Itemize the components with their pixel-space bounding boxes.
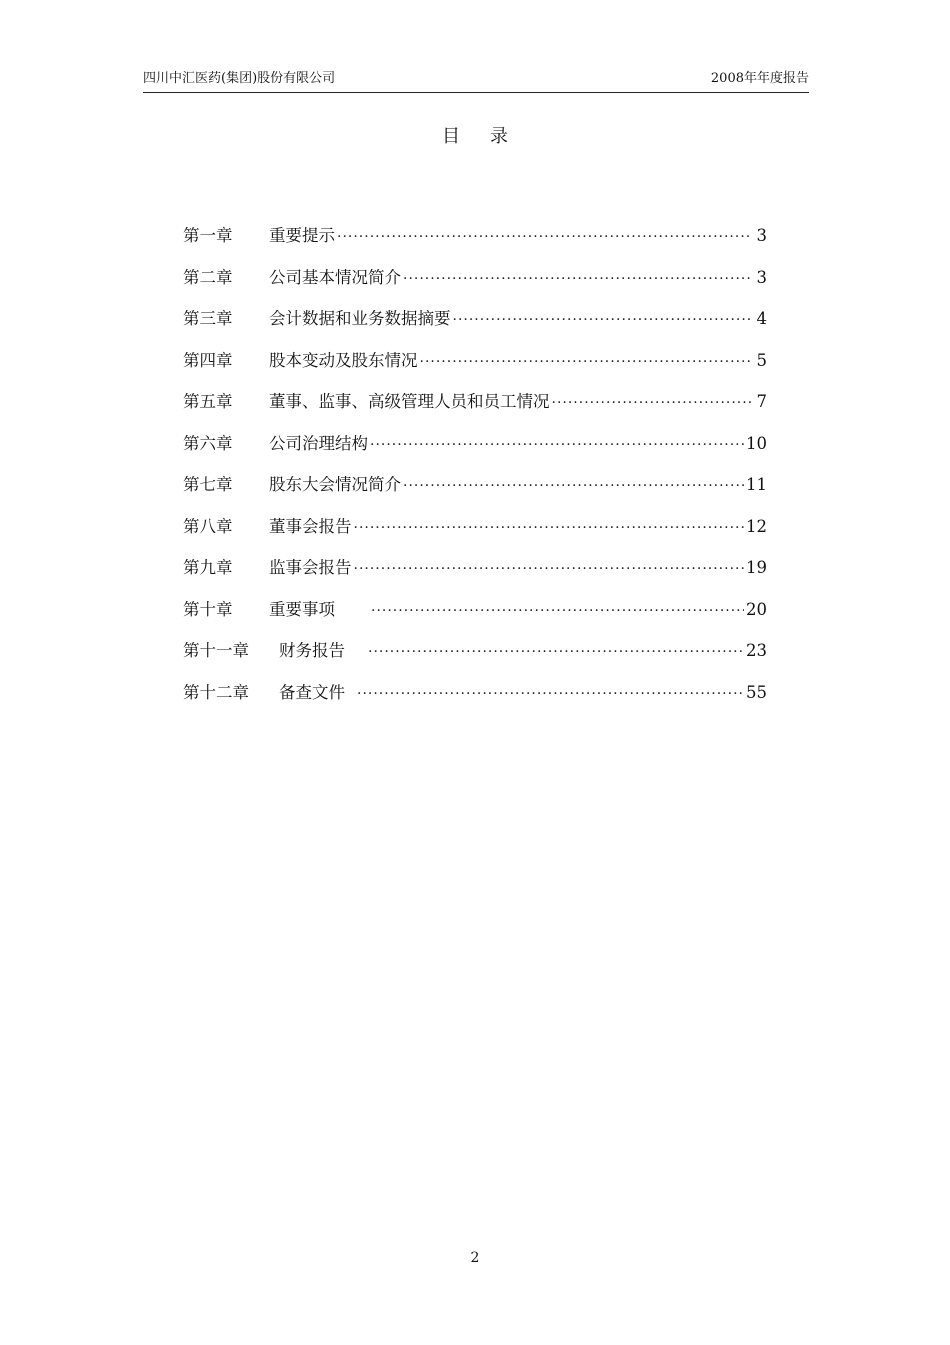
page-header [143,66,809,93]
toc-entry-12[interactable] [183,679,767,721]
toc-leader [357,686,744,702]
toc-title: 股本变动及股东情况 [269,350,418,370]
toc-page: 3 [756,226,767,245]
toc-page: 3 [756,267,767,287]
toc-page: 4 [756,309,767,328]
toc-chapter: 第二章 [183,267,233,287]
toc-chapter: 第七章 [183,475,233,494]
toc-title: 重要事项 [269,599,335,619]
toc-entry-11[interactable] [183,637,767,679]
toc-entry-10[interactable] [183,596,767,638]
toc-chapter: 第五章 [183,392,233,411]
toc-page: 12 [746,516,767,536]
toc-entry-8[interactable] [183,513,767,555]
toc-leader [371,603,744,619]
toc-entry-5[interactable] [183,388,767,430]
toc-chapter: 第十章 [183,599,233,619]
toc-chapter: 第四章 [183,350,233,370]
toc-title: 备查文件 [279,682,345,702]
toc-page: 55 [746,682,767,702]
report-title: 2008年年度报告 [710,71,809,86]
toc-title: 股东大会情况简介 [269,475,401,494]
toc-page: 11 [746,475,767,494]
toc-entry-9[interactable] [183,554,767,596]
toc-page: 20 [746,599,767,619]
toc-entry-7[interactable] [183,471,767,513]
toc-title: 会计数据和业务数据摘要 [269,309,451,328]
toc-page: 7 [756,392,767,411]
toc-leader [368,644,744,660]
page-number: 2 [470,1250,480,1266]
toc-title: 公司基本情况简介 [269,267,401,287]
toc-heading: 目录 [442,126,538,147]
toc-leader [453,312,752,328]
toc-leader [403,271,751,287]
toc-page: 19 [746,558,767,577]
toc-entry-2[interactable] [183,264,767,306]
toc-chapter: 第一章 [183,226,233,245]
toc-entry-6[interactable] [183,430,767,472]
toc-leader [354,561,745,577]
table-of-contents [183,222,767,720]
toc-leader [354,520,745,536]
toc-page: 10 [746,433,767,453]
toc-entry-4[interactable] [183,347,767,389]
toc-chapter: 第十二章 [183,682,249,702]
toc-leader [337,229,751,245]
toc-title: 财务报告 [279,641,345,660]
toc-leader [552,395,752,411]
toc-title: 董事会报告 [269,516,352,536]
toc-chapter: 第十一章 [183,641,249,660]
toc-title: 监事会报告 [269,558,352,577]
toc-leader [420,354,752,370]
toc-title: 董事、监事、高级管理人员和员工情况 [269,392,550,411]
toc-chapter: 第六章 [183,433,233,453]
toc-chapter: 第三章 [183,309,233,328]
toc-page: 5 [756,350,767,370]
toc-chapter: 第八章 [183,516,233,536]
toc-title: 重要提示 [269,226,335,245]
toc-entry-1[interactable] [183,222,767,264]
toc-entry-3[interactable] [183,305,767,347]
toc-page: 23 [746,641,767,660]
toc-title: 公司治理结构 [269,433,368,453]
toc-chapter: 第九章 [183,558,233,577]
toc-leader [403,478,744,494]
company-name: 四川中汇医药(集团)股份有限公司 [143,71,336,86]
toc-leader [370,437,744,453]
